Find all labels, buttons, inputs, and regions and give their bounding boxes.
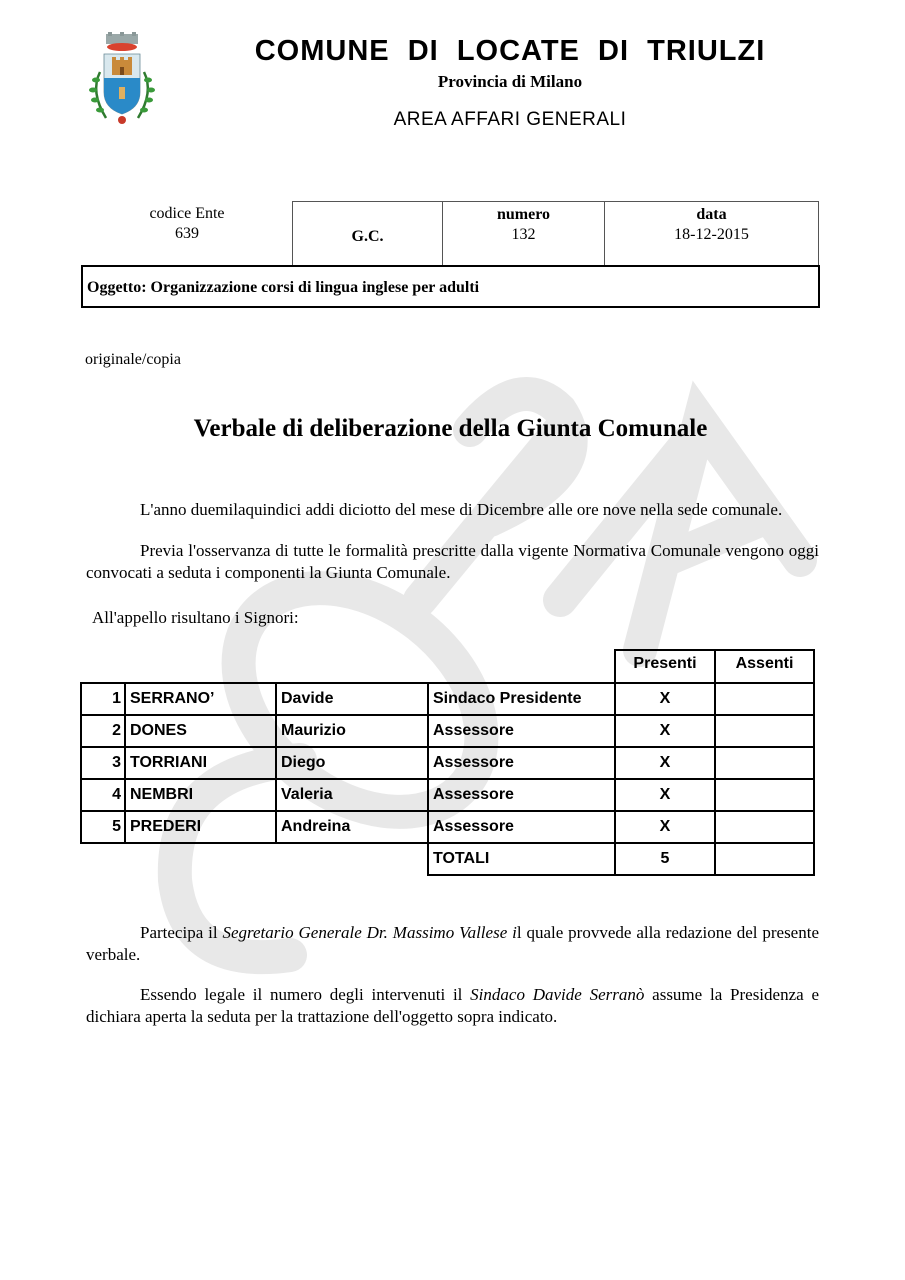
role: Assessore bbox=[428, 747, 615, 779]
table-row bbox=[81, 811, 814, 843]
role: Assessore bbox=[428, 779, 615, 811]
secretary-name: Segretario Generale Dr. Massimo Vallese i bbox=[222, 923, 517, 942]
paragraph-convocation: Previa l'osservanza di tutte le formalità prescritte dalla vigente Normativa Comunale vengono oggi convocati a seduta i componenti la Giunta Comunale. bbox=[86, 541, 819, 582]
absent-mark bbox=[715, 811, 814, 843]
table-row bbox=[81, 747, 814, 779]
absent-mark bbox=[715, 779, 814, 811]
surname: NEMBRI bbox=[125, 779, 276, 811]
paragraph-presidency bbox=[86, 984, 819, 1028]
present-mark: X bbox=[615, 747, 715, 779]
paragraph-date: L'anno duemilaquindici addi diciotto del mese di Dicembre alle ore nove nella sede comunale. bbox=[140, 500, 783, 519]
municipal-coat-of-arms-icon bbox=[84, 32, 160, 128]
organo-value: G.C. bbox=[351, 228, 384, 245]
data-cell bbox=[604, 201, 819, 265]
original-copy-label: originale/copia bbox=[85, 351, 181, 368]
surname: DONES bbox=[125, 715, 276, 747]
first-name: Diego bbox=[276, 747, 428, 779]
codice-ente-label: codice Ente bbox=[149, 205, 225, 222]
totals-label: TOTALI bbox=[428, 843, 615, 875]
attendance-table bbox=[80, 649, 905, 876]
absent-mark bbox=[715, 715, 814, 747]
row-number: 1 bbox=[81, 683, 125, 715]
surname: PREDERI bbox=[125, 811, 276, 843]
paragraph-secretary bbox=[86, 922, 819, 966]
first-name: Andreina bbox=[276, 811, 428, 843]
absent-mark bbox=[715, 747, 814, 779]
totals-present: 5 bbox=[615, 843, 715, 875]
table-row bbox=[81, 779, 814, 811]
paragraph-roll-call: All'appello risultano i Signori: bbox=[92, 608, 299, 627]
surname: TORRIANI bbox=[125, 747, 276, 779]
attendance-header-row bbox=[81, 650, 814, 683]
role: Assessore bbox=[428, 811, 615, 843]
table-row bbox=[81, 683, 814, 715]
surname: SERRANO’ bbox=[125, 683, 276, 715]
municipality-title: COMUNE DI LOCATE DI TRIULZI bbox=[254, 35, 766, 67]
table-row bbox=[81, 715, 814, 747]
secretary-text-b: l quale provvede alla redazione del presente verbale. bbox=[86, 923, 819, 964]
header-assenti: Assenti bbox=[715, 650, 814, 683]
codice-ente-value: 639 bbox=[175, 225, 199, 242]
department-label: AREA AFFARI GENERALI bbox=[393, 109, 627, 130]
first-name: Valeria bbox=[276, 779, 428, 811]
document-header bbox=[0, 0, 905, 185]
first-name: Davide bbox=[276, 683, 428, 715]
numero-value: 132 bbox=[511, 226, 536, 243]
data-value: 18-12-2015 bbox=[674, 226, 749, 243]
first-name: Maurizio bbox=[276, 715, 428, 747]
presidency-text-a: Essendo legale il numero degli intervenuti il bbox=[140, 985, 471, 1004]
presidency-text-b: assume la Presidenza e dichiara aperta la seduta per la trattazione dell'oggetto sopra indicato. bbox=[86, 985, 819, 1026]
totals-row bbox=[81, 843, 814, 875]
document-info-box bbox=[82, 201, 819, 265]
present-mark: X bbox=[615, 779, 715, 811]
secretary-text-a: Partecipa il bbox=[140, 923, 223, 942]
header-presenti: Presenti bbox=[615, 650, 715, 683]
role: Assessore bbox=[428, 715, 615, 747]
absent-mark bbox=[715, 683, 814, 715]
mayor-name: Sindaco Davide Serranò bbox=[470, 985, 645, 1004]
data-label: data bbox=[696, 206, 727, 223]
province-label: Provincia di Milano bbox=[437, 72, 583, 91]
row-number: 4 bbox=[81, 779, 125, 811]
present-mark: X bbox=[615, 715, 715, 747]
codice-ente-cell bbox=[82, 201, 292, 265]
numero-label: numero bbox=[496, 206, 551, 223]
document-heading: Verbale di deliberazione della Giunta Comunale bbox=[193, 415, 708, 442]
row-number: 3 bbox=[81, 747, 125, 779]
oggetto-box: Oggetto: Organizzazione corsi di lingua inglese per adulti bbox=[81, 265, 820, 308]
totals-absent bbox=[715, 843, 814, 875]
present-mark: X bbox=[615, 683, 715, 715]
row-number: 2 bbox=[81, 715, 125, 747]
numero-cell bbox=[442, 201, 604, 265]
role: Sindaco Presidente bbox=[428, 683, 615, 715]
row-number: 5 bbox=[81, 811, 125, 843]
organo-cell bbox=[292, 201, 442, 265]
present-mark: X bbox=[615, 811, 715, 843]
